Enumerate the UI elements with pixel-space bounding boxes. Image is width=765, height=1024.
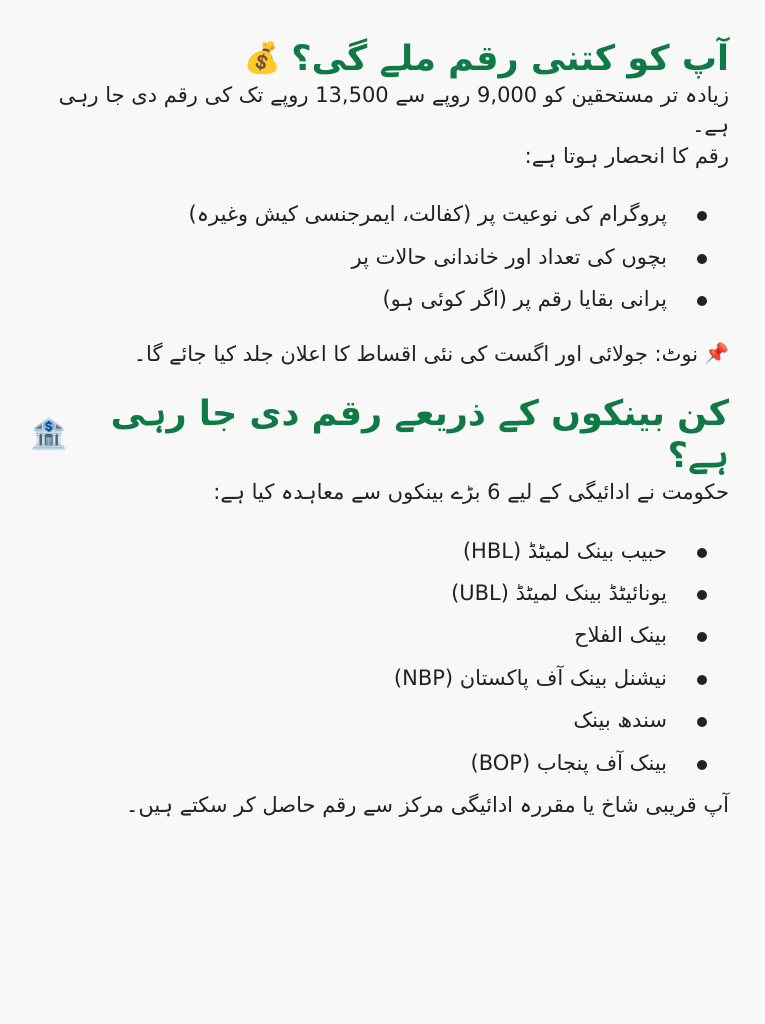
- closing-paragraph: آپ قریبی شاخ یا مقررہ ادائیگی مرکز سے رقم حاصل کر سکتے ہیں۔: [126, 793, 729, 818]
- amount-paragraph: زیادہ تر مستحقین کو 9,000 روپے سے 13,500 روپے تک کی رقم دی جا رہی ہے۔: [58, 83, 729, 138]
- bullet-icon: [697, 548, 707, 558]
- list-item: [30, 284, 707, 314]
- bank-name: یونائیٹڈ بینک لمیٹڈ (UBL): [451, 580, 667, 605]
- bank-list: [30, 536, 729, 779]
- banks-intro: حکومت نے ادائیگی کے لیے 6 بڑے بینکوں سے معاہدہ کیا ہے:: [213, 480, 729, 505]
- list-item: [30, 620, 707, 650]
- factor-list: [30, 199, 729, 314]
- list-item: [30, 578, 707, 608]
- money-bag-icon: 💰: [243, 41, 282, 76]
- bullet-icon: [697, 717, 707, 727]
- bank-icon: 🏦: [30, 417, 68, 453]
- bank-name: سندھ بینک: [573, 708, 667, 733]
- pushpin-icon: 📌: [704, 341, 729, 366]
- amount-heading-text: آپ کو کتنی رقم ملے گی؟: [291, 39, 729, 79]
- list-item: [30, 199, 707, 229]
- bank-name: نیشنل بینک آف پاکستان (NBP): [393, 665, 667, 690]
- list-item: [30, 663, 707, 693]
- bullet-icon: [697, 296, 707, 306]
- bullet-icon: [697, 632, 707, 642]
- note: [30, 339, 729, 369]
- list-item-text: پروگرام کی نوعیت پر (کفالت، ایمرجنسی کیش وغیرہ): [188, 202, 667, 227]
- bullet-icon: [697, 675, 707, 685]
- list-item-text: پرانی بقایا رقم پر (اگر کوئی ہو): [382, 287, 667, 312]
- bullet-icon: [697, 760, 707, 770]
- bank-name: بینک آف پنجاب (BOP): [470, 750, 667, 775]
- bullet-icon: [697, 254, 707, 264]
- list-item: [30, 242, 707, 272]
- dependency-intro: رقم کا انحصار ہوتا ہے:: [524, 143, 729, 168]
- bullet-icon: [697, 211, 707, 221]
- banks-heading: [30, 369, 729, 477]
- note-text: نوٹ: جولائی اور اگست کی نئی اقساط کا اعلان جلد کیا جائے گا۔: [133, 341, 699, 366]
- list-item: [30, 705, 707, 735]
- list-item-text: بچوں کی تعداد اور خاندانی حالات پر: [351, 244, 667, 269]
- bank-name: بینک الفلاح: [574, 623, 667, 648]
- bank-name: حبیب بینک لمیٹڈ (HBL): [462, 538, 667, 563]
- amount-heading: [30, 0, 729, 80]
- list-item: [30, 748, 707, 778]
- list-item: [30, 536, 707, 566]
- bullet-icon: [697, 590, 707, 600]
- banks-heading-text: کن بینکوں کے ذریعے رقم دی جا رہی ہے؟: [110, 394, 729, 477]
